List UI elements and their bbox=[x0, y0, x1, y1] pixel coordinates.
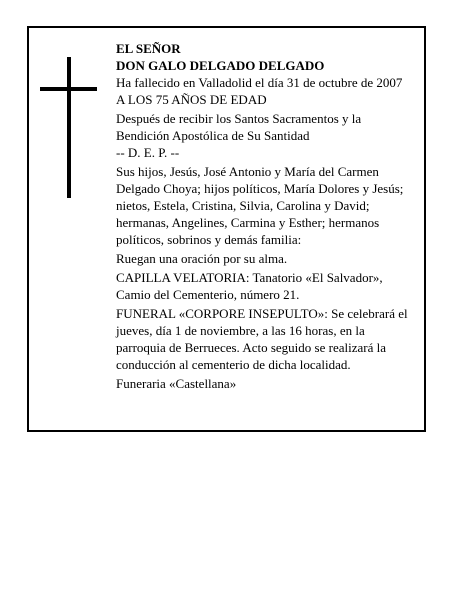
family-line: hermanas, Angelines, Carmina y Esther; hermanos bbox=[116, 215, 380, 230]
funeral-line: parroquia de Berrueces. Acto seguido se realizará la bbox=[116, 340, 386, 355]
sacraments-line: Bendición Apostólica de Su Santidad bbox=[116, 128, 310, 143]
notice-text bbox=[116, 40, 428, 392]
sacraments-line: Después de recibir los Santos Sacramentos y la bbox=[116, 111, 362, 126]
family-line: Sus hijos, Jesús, José Antonio y María del Carmen bbox=[116, 164, 379, 179]
prayer-request: Ruegan una oración por su alma. bbox=[116, 251, 288, 266]
cross-horizontal-bar bbox=[40, 87, 97, 91]
deceased-name: DON GALO DELGADO DELGADO bbox=[116, 58, 325, 73]
cross-vertical-bar bbox=[67, 57, 71, 198]
age-statement: A LOS 75 AÑOS DE EDAD bbox=[116, 92, 267, 107]
funeral-home: Funeraria «Castellana» bbox=[116, 376, 237, 391]
family-line: políticos, sobrinos y demás familia: bbox=[116, 232, 302, 247]
family-line: nietos, Estela, Cristina, Silvia, Carolina y David; bbox=[116, 198, 370, 213]
funeral-line: FUNERAL «CORPORE INSEPULTO»: Se celebrará el bbox=[116, 306, 408, 321]
death-statement: Ha fallecido en Valladolid el día 31 de octubre de 2007 bbox=[116, 75, 403, 90]
rest-in-peace: -- D. E. P. -- bbox=[116, 145, 180, 160]
chapel-line: CAPILLA VELATORIA: Tanatorio «El Salvador», bbox=[116, 270, 383, 285]
funeral-line: jueves, día 1 de noviembre, a las 16 horas, en la bbox=[116, 323, 365, 338]
family-line: Delgado Choya; hijos políticos, María Dolores y Jesús; bbox=[116, 181, 404, 196]
chapel-line: Camio del Cementerio, número 21. bbox=[116, 287, 300, 302]
heading-title: EL SEÑOR bbox=[116, 41, 181, 56]
obituary-notice bbox=[27, 26, 426, 432]
funeral-line: conducción al cementerio de dicha localidad. bbox=[116, 357, 351, 372]
